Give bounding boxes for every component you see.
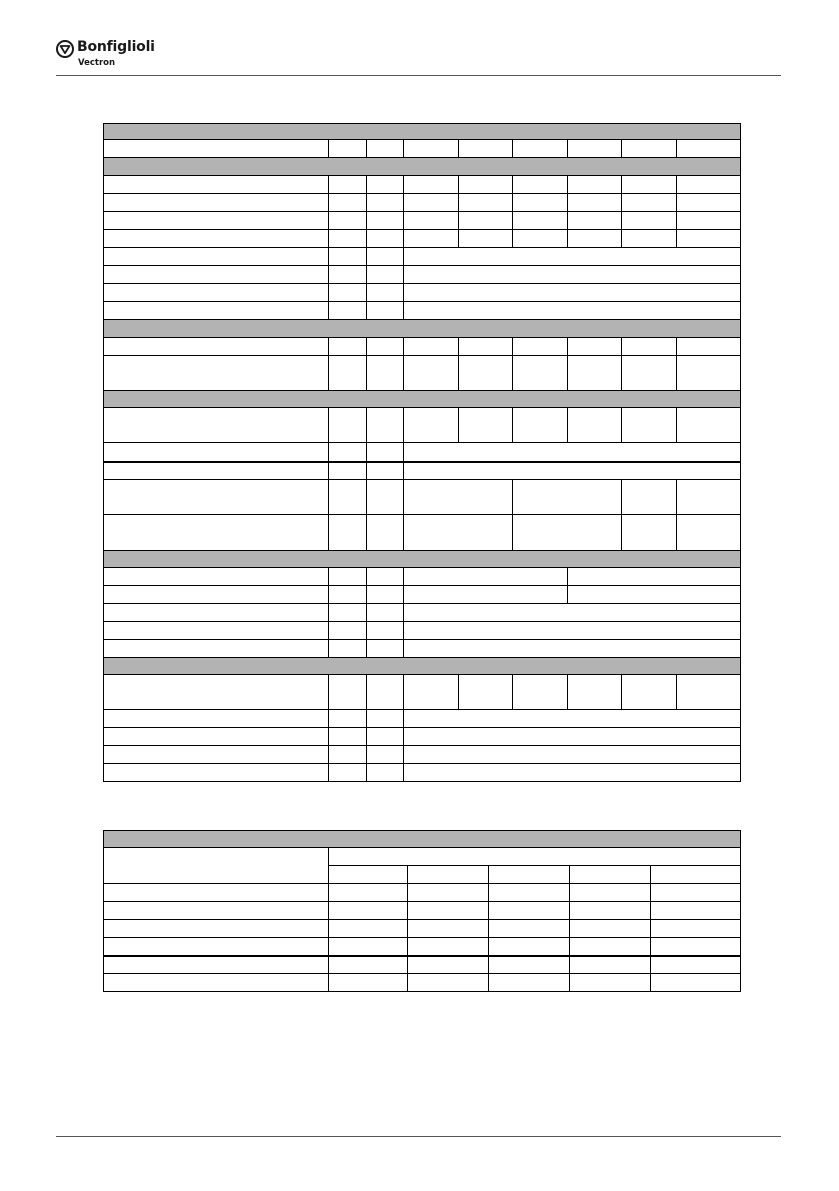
table-row xyxy=(104,920,741,938)
table-cell xyxy=(329,675,367,710)
table-cell xyxy=(404,515,513,551)
table-cell xyxy=(513,515,622,551)
table-cell xyxy=(104,462,329,480)
table-cell xyxy=(367,586,404,604)
table-row xyxy=(104,640,741,658)
table-cell xyxy=(677,356,741,391)
table-cell xyxy=(104,248,329,266)
table-section-header xyxy=(104,124,741,140)
table-row xyxy=(104,266,741,284)
table-cell xyxy=(408,866,489,884)
table-cell xyxy=(104,356,329,391)
table-cell xyxy=(329,480,367,515)
table-cell xyxy=(104,391,741,408)
table-cell xyxy=(622,480,677,515)
table-cell xyxy=(104,515,329,551)
table-section-header xyxy=(104,320,741,338)
table-cell xyxy=(104,551,741,568)
table-cell xyxy=(104,974,329,992)
table-cell xyxy=(367,230,404,248)
table-cell xyxy=(404,728,741,746)
table-row xyxy=(104,902,741,920)
table-cell xyxy=(367,176,404,194)
table-cell xyxy=(677,230,741,248)
table-cell xyxy=(404,622,741,640)
table-cell xyxy=(329,443,367,462)
table-cell xyxy=(459,140,513,158)
table-row xyxy=(104,604,741,622)
table-cell xyxy=(570,866,651,884)
table-cell xyxy=(404,710,741,728)
table-cell xyxy=(677,140,741,158)
table-cell xyxy=(104,938,329,956)
table-cell xyxy=(104,194,329,212)
table-cell xyxy=(329,764,367,782)
table-row xyxy=(104,302,741,320)
table-cell xyxy=(408,902,489,920)
table-cell xyxy=(404,248,741,266)
table-row xyxy=(104,848,741,866)
table-cell xyxy=(104,658,741,675)
table-cell xyxy=(329,848,741,866)
table-row xyxy=(104,212,741,230)
table-row xyxy=(104,884,741,902)
table-cell xyxy=(104,640,329,658)
table-cell xyxy=(513,140,568,158)
footer-rule xyxy=(56,1136,781,1137)
table-cell xyxy=(622,338,677,356)
table-cell xyxy=(489,902,570,920)
table-cell xyxy=(513,194,568,212)
table-cell xyxy=(622,515,677,551)
table-cell xyxy=(367,604,404,622)
table-row xyxy=(104,586,741,604)
table-cell xyxy=(367,284,404,302)
bonfiglioli-triangle-logo-icon xyxy=(56,40,74,58)
table-cell xyxy=(459,212,513,230)
table-cell xyxy=(404,338,459,356)
table-cell xyxy=(367,480,404,515)
table-cell xyxy=(329,266,367,284)
table-row xyxy=(104,710,741,728)
table-cell xyxy=(404,230,459,248)
table-cell xyxy=(404,604,741,622)
table-cell xyxy=(104,956,329,974)
table-cell xyxy=(408,974,489,992)
table-cell xyxy=(104,920,329,938)
table-row xyxy=(104,568,741,586)
table-cell xyxy=(104,266,329,284)
table-cell xyxy=(513,408,568,443)
table-cell xyxy=(367,140,404,158)
table-cell xyxy=(104,884,329,902)
table-row xyxy=(104,248,741,266)
table-cell xyxy=(677,194,741,212)
table-row xyxy=(104,675,741,710)
table-row xyxy=(104,194,741,212)
table-cell xyxy=(329,230,367,248)
table-cell xyxy=(329,176,367,194)
table-cell xyxy=(570,902,651,920)
table-cell xyxy=(651,920,741,938)
table-cell xyxy=(367,443,404,462)
table-row xyxy=(104,622,741,640)
table-cell xyxy=(329,212,367,230)
table-row xyxy=(104,480,741,515)
table-cell xyxy=(404,462,741,480)
table-cell xyxy=(404,640,741,658)
table-cell xyxy=(570,974,651,992)
table-cell xyxy=(408,956,489,974)
table-cell xyxy=(104,710,329,728)
table-cell xyxy=(104,675,329,710)
table-cell xyxy=(459,356,513,391)
table-cell xyxy=(459,194,513,212)
table-cell xyxy=(568,212,622,230)
table-cell xyxy=(677,408,741,443)
table-cell xyxy=(489,956,570,974)
table-section-header xyxy=(104,158,741,176)
table-cell xyxy=(568,140,622,158)
table-row xyxy=(104,176,741,194)
table-cell xyxy=(367,515,404,551)
table-row xyxy=(104,408,741,443)
table-cell xyxy=(367,462,404,480)
table-row xyxy=(104,230,741,248)
table-cell xyxy=(404,140,459,158)
table-cell xyxy=(459,408,513,443)
table-cell xyxy=(570,938,651,956)
table-cell xyxy=(568,338,622,356)
table-cell xyxy=(329,920,408,938)
table-cell xyxy=(329,194,367,212)
table-cell xyxy=(404,408,459,443)
table-cell xyxy=(568,568,741,586)
dimension-table xyxy=(103,830,741,992)
table-cell xyxy=(329,884,408,902)
table-cell xyxy=(329,710,367,728)
table-cell xyxy=(513,212,568,230)
table-cell xyxy=(329,408,367,443)
table-cell xyxy=(622,194,677,212)
table-row xyxy=(104,462,741,480)
table-cell xyxy=(459,338,513,356)
table-cell xyxy=(329,902,408,920)
table-cell xyxy=(513,176,568,194)
table-cell xyxy=(677,480,741,515)
table-cell xyxy=(329,140,367,158)
table-cell xyxy=(568,194,622,212)
table-cell xyxy=(329,462,367,480)
table-row xyxy=(104,284,741,302)
table-cell xyxy=(570,956,651,974)
table-cell xyxy=(404,480,513,515)
table-cell xyxy=(513,356,568,391)
table-cell xyxy=(513,338,568,356)
table-cell xyxy=(329,728,367,746)
table-cell xyxy=(367,212,404,230)
table-cell xyxy=(104,728,329,746)
table-cell xyxy=(408,938,489,956)
table-cell xyxy=(367,710,404,728)
table-cell xyxy=(404,356,459,391)
table-cell xyxy=(367,248,404,266)
header-rule xyxy=(56,75,781,76)
table-cell xyxy=(104,902,329,920)
table-cell xyxy=(568,408,622,443)
table-cell xyxy=(104,480,329,515)
table-cell xyxy=(329,302,367,320)
table-cell xyxy=(329,746,367,764)
table-cell xyxy=(651,938,741,956)
table-cell xyxy=(404,194,459,212)
table-cell xyxy=(622,176,677,194)
table-cell xyxy=(104,746,329,764)
table-cell xyxy=(329,866,408,884)
table-cell xyxy=(404,302,741,320)
table-row xyxy=(104,938,741,956)
table-cell xyxy=(329,938,408,956)
table-cell xyxy=(513,675,568,710)
table-cell xyxy=(568,675,622,710)
table-cell xyxy=(651,884,741,902)
table-cell xyxy=(104,604,329,622)
table-row xyxy=(104,746,741,764)
table-cell xyxy=(404,764,741,782)
table-cell xyxy=(459,675,513,710)
table-section-header xyxy=(104,658,741,675)
table-cell xyxy=(104,764,329,782)
table-cell xyxy=(651,956,741,974)
table-cell xyxy=(104,176,329,194)
table-cell xyxy=(404,746,741,764)
table-cell xyxy=(622,140,677,158)
table-cell xyxy=(404,284,741,302)
table-cell xyxy=(404,586,568,604)
table-cell xyxy=(104,586,329,604)
table-row xyxy=(104,338,741,356)
table-cell xyxy=(367,728,404,746)
table-row xyxy=(104,515,741,551)
table-cell xyxy=(104,140,329,158)
table-cell xyxy=(568,176,622,194)
table-cell xyxy=(513,230,568,248)
table-cell xyxy=(408,884,489,902)
table-cell xyxy=(459,230,513,248)
specification-table xyxy=(103,123,741,782)
table-cell xyxy=(104,443,329,462)
table-cell xyxy=(329,248,367,266)
table-cell xyxy=(367,266,404,284)
table-cell xyxy=(329,515,367,551)
table-cell xyxy=(677,515,741,551)
table-cell xyxy=(489,920,570,938)
table-cell xyxy=(329,956,408,974)
table-cell xyxy=(367,764,404,782)
table-cell xyxy=(408,920,489,938)
table-cell xyxy=(459,176,513,194)
table-cell xyxy=(104,408,329,443)
table-cell xyxy=(651,974,741,992)
table-section-header xyxy=(104,551,741,568)
table-cell xyxy=(404,675,459,710)
table-cell xyxy=(104,158,741,176)
brand-logo xyxy=(56,38,176,72)
table-row xyxy=(104,764,741,782)
table-cell xyxy=(329,284,367,302)
table-cell xyxy=(104,230,329,248)
table-cell xyxy=(329,338,367,356)
table-cell xyxy=(404,568,568,586)
table-cell xyxy=(570,884,651,902)
table-cell xyxy=(651,866,741,884)
table-cell xyxy=(104,320,741,338)
table-cell xyxy=(622,212,677,230)
table-cell xyxy=(677,675,741,710)
table-cell xyxy=(329,640,367,658)
table-cell xyxy=(489,884,570,902)
table-cell xyxy=(367,356,404,391)
table-cell xyxy=(104,302,329,320)
table-cell xyxy=(367,640,404,658)
table-cell xyxy=(489,938,570,956)
table-cell xyxy=(367,194,404,212)
table-cell xyxy=(622,356,677,391)
table-row xyxy=(104,974,741,992)
table-row xyxy=(104,443,741,462)
table-cell xyxy=(677,176,741,194)
table-section-header xyxy=(104,831,741,848)
table-cell xyxy=(367,622,404,640)
table-cell xyxy=(404,266,741,284)
table-cell xyxy=(367,408,404,443)
table-cell xyxy=(104,848,329,884)
table-cell xyxy=(104,284,329,302)
table-row xyxy=(104,140,741,158)
table-cell xyxy=(367,338,404,356)
table-cell xyxy=(367,302,404,320)
table-cell xyxy=(489,866,570,884)
table-cell xyxy=(570,920,651,938)
table-cell xyxy=(367,568,404,586)
table-cell xyxy=(622,408,677,443)
table-cell xyxy=(104,212,329,230)
table-cell xyxy=(677,212,741,230)
table-cell xyxy=(489,974,570,992)
table-cell xyxy=(513,480,622,515)
table-cell xyxy=(329,974,408,992)
table-row xyxy=(104,956,741,974)
table-cell xyxy=(329,356,367,391)
table-cell xyxy=(404,212,459,230)
brand-subtitle: Vectron xyxy=(78,58,116,68)
table-cell xyxy=(329,604,367,622)
table-cell xyxy=(329,568,367,586)
table-cell xyxy=(677,338,741,356)
table-cell xyxy=(568,230,622,248)
table-cell xyxy=(104,338,329,356)
table-row xyxy=(104,356,741,391)
table-row xyxy=(104,728,741,746)
table-cell xyxy=(622,675,677,710)
table-cell xyxy=(622,230,677,248)
table-cell xyxy=(329,622,367,640)
brand-name: Bonfiglioli xyxy=(77,39,155,55)
table-cell xyxy=(568,586,741,604)
table-cell xyxy=(104,124,741,140)
table-section-header xyxy=(104,391,741,408)
table-cell xyxy=(104,831,741,848)
table-cell xyxy=(404,176,459,194)
table-cell xyxy=(104,568,329,586)
table-cell xyxy=(104,622,329,640)
table-cell xyxy=(404,443,741,462)
table-cell xyxy=(651,902,741,920)
table-cell xyxy=(367,746,404,764)
table-cell xyxy=(367,675,404,710)
table-cell xyxy=(329,586,367,604)
table-cell xyxy=(568,356,622,391)
